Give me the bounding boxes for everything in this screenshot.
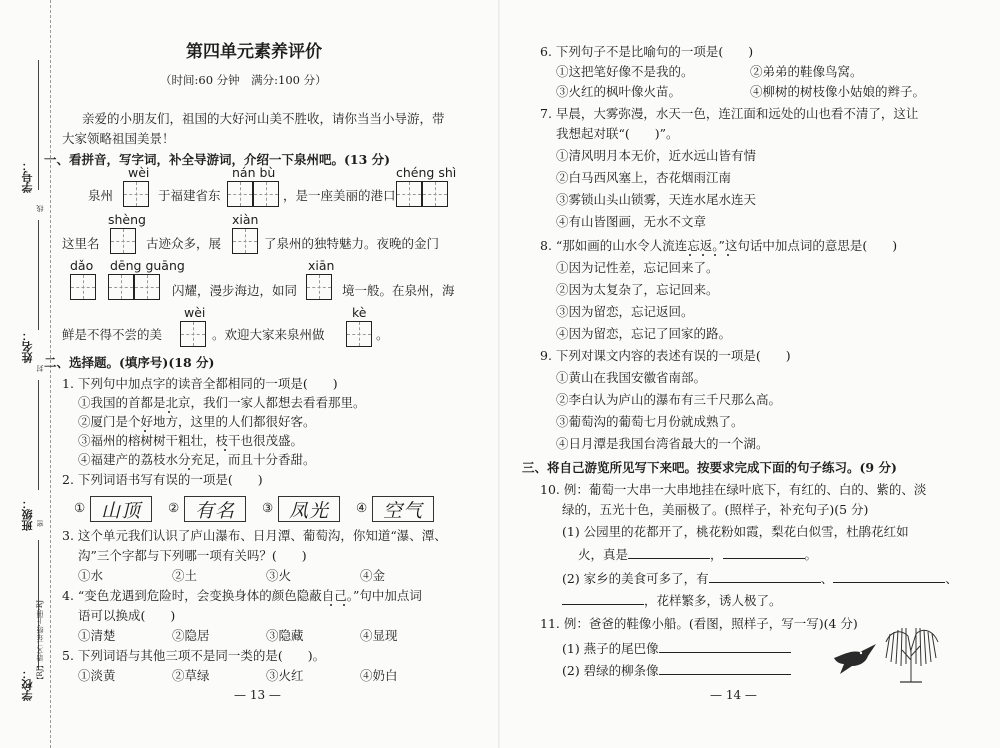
margin-rule (38, 380, 39, 490)
answer-blank[interactable] (723, 546, 805, 559)
pinyin: kè (352, 305, 367, 320)
option-word-box[interactable]: 凤光 (278, 496, 340, 522)
char-box[interactable] (110, 228, 136, 254)
char-box[interactable] (346, 321, 372, 347)
option-number[interactable]: ③ (262, 500, 274, 515)
option[interactable]: ②白马西风塞上，杏花烟雨江南 (556, 170, 732, 185)
char-box[interactable] (227, 181, 253, 207)
exercise-line: (1) 公园里的花都开了，桃花粉如霞，梨花白似雪，杜鹃花红如 (562, 524, 909, 539)
char-box[interactable] (70, 274, 96, 300)
class-label: 班级： (21, 498, 34, 531)
option-number[interactable]: ④ (356, 500, 368, 515)
option[interactable]: ①水 (78, 568, 104, 583)
emphasis-dot (188, 468, 190, 470)
option-word-box[interactable]: 有名 (184, 496, 246, 522)
fill-text: 古迹众多，展 (146, 236, 222, 251)
section-2-heading: 二、选择题。(填序号)(18 分) (44, 355, 215, 370)
option-number[interactable]: ② (168, 500, 180, 515)
char-box[interactable] (396, 181, 422, 207)
answer-blank[interactable] (659, 662, 791, 675)
option[interactable]: ②草绿 (172, 668, 210, 683)
option[interactable]: ①因为记性差，忘记回来了。 (556, 260, 719, 275)
swallow-icon (830, 640, 880, 680)
spine-mark: 封 (36, 365, 44, 372)
section-3-heading: 三、将自己游览所见写下来吧。按要求完成下面的句子练习。(9 分) (522, 460, 897, 475)
option[interactable]: ③隐藏 (266, 628, 304, 643)
option[interactable]: ③火红 (266, 668, 304, 683)
pinyin: wèi (184, 305, 206, 320)
fill-text: ，是一座美丽的港口 (283, 188, 396, 203)
option-number[interactable]: ① (74, 500, 86, 515)
char-box[interactable] (180, 321, 206, 347)
page-number: — 14 — (710, 688, 757, 702)
answer-blank[interactable] (562, 592, 644, 605)
student-id-label: 学号： (21, 160, 34, 193)
option[interactable]: ②土 (172, 568, 198, 583)
page-title: 第四单元素养评价 (186, 42, 322, 62)
exercise-line (562, 662, 791, 679)
question-9: 9. 下列对课文内容的表述有误的一项是( ) (540, 348, 791, 363)
pinyin: dǎo (70, 258, 94, 273)
margin-rule (38, 220, 39, 330)
question-4: 4. “变色龙遇到危险时，会变换身体的颜色隐蔽自己。”句中加点词 (62, 588, 422, 603)
fill-text: 这里名 (62, 236, 100, 251)
option[interactable]: ④金 (360, 568, 386, 583)
option[interactable]: ④显现 (360, 628, 398, 643)
option[interactable]: ③火 (266, 568, 292, 583)
option[interactable]: ④福建产的荔枝水分充足，而且十分香甜。 (78, 452, 316, 467)
emphasis-dot (144, 430, 146, 432)
spine-mark: 线 (36, 205, 44, 212)
exercise-text: 火，真是 (578, 547, 629, 562)
emphasis-dot (714, 254, 716, 256)
question-10: 10. 例：葡萄一大串一大串地挂在绿叶底下，有红的、白的、紫的、淡 (540, 482, 927, 497)
pinyin: xiān (308, 258, 335, 273)
question-4-cont: 语可以换成( ) (78, 608, 176, 623)
char-box[interactable] (123, 181, 149, 207)
exercise-text: (2) 家乡的美食可多了，有 (562, 571, 709, 586)
char-box[interactable] (134, 274, 160, 300)
option[interactable]: ④有山皆图画，无水不文章 (556, 214, 707, 229)
pinyin: nán bù (232, 165, 276, 180)
option[interactable]: ④因为留恋，忘记了回家的路。 (556, 326, 732, 341)
exercise-line (578, 546, 817, 563)
right-page (500, 0, 1000, 748)
pinyin: chéng shì (396, 165, 457, 180)
option[interactable]: ④日月潭是我国台湾省最大的一个湖。 (556, 436, 769, 451)
exercise-text: 、 (945, 571, 958, 586)
page-number: — 13 — (234, 688, 281, 702)
intro-line: 亲爱的小朋友们，祖国的大好河山美不胜收，请你当当小导游，带 (82, 111, 445, 126)
option[interactable]: ①清楚 (78, 628, 116, 643)
answer-blank[interactable] (709, 570, 821, 583)
time-limit: （时间:60 分钟 满分:100 分） (160, 73, 327, 87)
question-5: 5. 下列词语与其他三项不是同一类的是( )。 (62, 648, 326, 663)
option[interactable]: ④奶白 (360, 668, 398, 683)
binding-margin (0, 0, 51, 748)
exercise-text: (2) 碧绿的柳条像 (562, 663, 659, 678)
option[interactable]: ③因为留恋，忘记返回。 (556, 304, 694, 319)
option[interactable]: ③雾锁山头山锁雾，天连水尾水连天 (556, 192, 757, 207)
question-8: 8. “那如画的山水令人流连忘返。”这句话中加点词的意思是( ) (540, 238, 898, 253)
book-code: 【RJ】语文二年级·上册·RJ (36, 600, 44, 684)
answer-blank[interactable] (659, 640, 791, 653)
question-1: 1. 下列句中加点字的读音全都相同的一项是( ) (62, 376, 338, 391)
exercise-text: 。 (804, 547, 818, 562)
emphasis-dot (702, 254, 704, 256)
option[interactable]: ①黄山在我国安徽省南部。 (556, 370, 707, 385)
name-label: 姓名： (21, 330, 34, 363)
spine-mark: 密 (36, 520, 44, 527)
char-box[interactable] (108, 274, 134, 300)
char-box[interactable] (306, 274, 332, 300)
question-7-cont: 我想起对联“( )”。 (556, 126, 679, 141)
option[interactable]: ③葡萄沟的葡萄七月份就成熟了。 (556, 414, 744, 429)
pinyin: wèi (128, 165, 150, 180)
emphasis-dot (689, 254, 691, 256)
question-3: 3. 这个单元我们认识了庐山瀑布、日月潭、葡萄沟，你知道“瀑、潭、 (62, 528, 447, 543)
margin-rule (38, 60, 39, 190)
exercise-line (562, 640, 791, 657)
option[interactable]: ①这把笔好像不是我的。 (556, 64, 694, 79)
option[interactable]: ①清风明月本无价，近水远山皆有情 (556, 148, 757, 163)
pinyin: shèng (108, 212, 146, 227)
option[interactable]: ②隐居 (172, 628, 210, 643)
option[interactable]: ②李白认为庐山的瀑布有三千尺那么高。 (556, 392, 782, 407)
option-word-box[interactable]: 空气 (372, 496, 434, 522)
fill-text: 。欢迎大家来泉州做 (212, 327, 325, 342)
exercise-text: (1) 燕子的尾巴像 (562, 641, 659, 656)
emphasis-dot (727, 254, 729, 256)
school-label: 学校： (21, 668, 34, 701)
option[interactable]: ②因为太复杂了，忘记回来。 (556, 282, 719, 297)
option[interactable]: ①我国的首都是北京，我们一家人都想去看看那里。 (78, 395, 366, 410)
fill-text: 泉州 (88, 188, 114, 203)
answer-blank[interactable] (628, 546, 710, 559)
option[interactable]: ②弟弟的鞋像鸟窝。 (750, 64, 863, 79)
fill-text: 于福建省东 (158, 188, 221, 203)
option-word-box[interactable]: 山顶 (90, 496, 152, 522)
emphasis-dot (330, 604, 332, 606)
char-box[interactable] (253, 181, 279, 207)
emphasis-dot (343, 604, 345, 606)
char-box[interactable] (232, 228, 258, 254)
exercise-text: ，花样繁多，诱人极了。 (644, 593, 782, 608)
option[interactable]: ③福州的榕树树干粗壮，枝干也很茂盛。 (78, 433, 304, 448)
intro-line: 大家领略祖国美景！ (62, 131, 175, 146)
emphasis-dot (224, 449, 226, 451)
option[interactable]: ③火红的枫叶像火苗。 (556, 84, 682, 99)
answer-blank[interactable] (833, 570, 945, 583)
option[interactable]: ④柳树的树枝像小姑娘的辫子。 (750, 84, 926, 99)
emphasis-dot (168, 411, 170, 413)
question-7: 7. 早晨，大雾弥漫，水天一色，连江面和远处的山也看不清了，这让 (540, 106, 919, 121)
question-3-cont: 沟”三个字都与下列哪一项有关吗？( ) (78, 548, 307, 563)
fill-text: 境一般。在泉州，海 (342, 283, 455, 298)
question-10-cont: 绿的，五光十色，美丽极了。(照样子，补充句子)(5 分) (562, 502, 869, 517)
question-6: 6. 下列句子不是比喻句的一项是( ) (540, 44, 754, 59)
option[interactable]: ②厦门是个好地方，这里的人们都很好客。 (78, 414, 316, 429)
option[interactable]: ①淡黄 (78, 668, 116, 683)
section-1-heading: 一、看拼音，写字词，补全导游词，介绍一下泉州吧。(13 分) (44, 152, 391, 167)
pinyin: xiàn (232, 212, 259, 227)
question-11: 11. 例：爸爸的鞋像小船。(看图，照样子，写一写)(4 分) (540, 616, 858, 631)
fill-text: 鲜是不得不尝的美 (62, 327, 163, 342)
question-2: 2. 下列词语书写有误的一项是( ) (62, 472, 263, 487)
exercise-line (562, 592, 782, 609)
willow-tree-icon (878, 620, 944, 684)
fill-text: 。 (376, 327, 389, 342)
exercise-text: ， (710, 547, 723, 562)
fill-text: 了泉州的独特魅力。夜晚的金门 (264, 236, 440, 251)
pinyin: dēng guāng (110, 258, 185, 273)
exercise-text: 、 (820, 571, 834, 586)
char-box[interactable] (422, 181, 448, 207)
fill-text: 闪耀，漫步海边，如同 (172, 283, 298, 298)
exercise-line (562, 570, 958, 587)
